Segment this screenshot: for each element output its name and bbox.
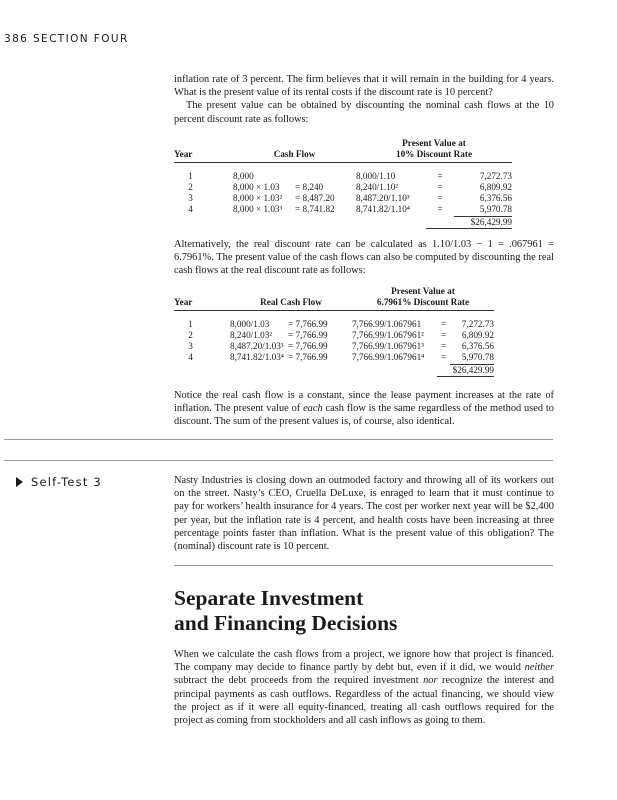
cash-flow-value: = 8,487.20 <box>295 193 335 204</box>
paragraph <box>174 648 554 727</box>
cash-flow-expression: 8,000 <box>233 170 254 181</box>
equals-sign: = <box>440 352 447 363</box>
cash-flow-expression: 8,000 × 1.03 <box>233 181 280 192</box>
self-test-label <box>16 475 102 489</box>
table-row <box>174 352 554 364</box>
running-head: 386 SECTION FOUR <box>4 33 129 45</box>
divider <box>174 565 553 566</box>
paragraph: The present value can be obtained by discounting the nominal cash flows at the 10 percent discount rate as follows: <box>174 100 554 125</box>
table-row <box>174 204 554 216</box>
table-row <box>174 171 554 182</box>
table-header-present-value <box>352 286 494 310</box>
pv-total: $26,429.99 <box>437 364 494 376</box>
table-row <box>174 193 554 204</box>
pv-expression: 8,741.82/1.10⁴ <box>356 204 410 215</box>
pv-value: 7,272.73 <box>461 318 494 329</box>
section-heading <box>174 586 397 636</box>
year-cell: 1 <box>188 318 193 329</box>
year-cell: 2 <box>188 181 193 192</box>
self-test-text: Nasty Industries is closing down an outmoded factory and throwing all of its workers out on the street. Nasty’s CEO, Cruella DeLuxe, is enraged to learn that it must continue to pay for workers’ health insurance for 4 years. The cost per worker next year will be $2,400 per year, but the inflation rate is 4 percent, and health costs have been increasing at three percentage points faster than inflation. What is the present value of this obligation? The (nominal) discount rate is 10 percent. <box>174 475 554 553</box>
pv-value: 5,970.78 <box>450 352 494 364</box>
equals-sign: = <box>437 170 443 181</box>
table-header-pv-line1: Present Value at <box>402 138 466 148</box>
table-header-pv-line1: Present Value at <box>391 286 455 296</box>
cash-flow-value: = 7,766.99 <box>288 329 328 340</box>
text-run: When we calculate the cash flows from a project, we ignore how that project is financed. The company may decide to finance partly by debt but, even if it did, we would <box>174 649 554 674</box>
year-cell: 4 <box>188 204 193 215</box>
text-run: subtract the debt proceeds from the required investment <box>174 675 424 687</box>
table-header-year: Year <box>174 297 193 308</box>
equals-sign: = <box>437 181 443 192</box>
pv-expression: 8,487.20/1.10³ <box>356 193 410 204</box>
table-row <box>174 182 554 193</box>
pv-expression: 7,766.99/1.067961² <box>352 329 424 340</box>
intro-text <box>174 73 554 126</box>
pv-value: 6,809.92 <box>461 329 494 340</box>
paragraph: inflation rate of 3 percent. The firm believes that it will remain in the building for 4 years. What is the present value of its rental costs if the discount rate is 10 percent? <box>174 74 554 99</box>
year-cell: 2 <box>188 329 193 340</box>
table-row <box>174 330 554 341</box>
pv-expression: 7,766.99/1.067961⁴ <box>352 352 425 363</box>
pv-expression: 8,000/1.10 <box>356 170 396 181</box>
table-header-pv-line2: 6.7961% Discount Rate <box>376 297 470 308</box>
emphasis: nor <box>423 675 438 687</box>
emphasis: each <box>303 403 323 415</box>
pv-expression: 7,766.99/1.067961 <box>352 318 422 329</box>
table-header-cash-flow: Real Cash Flow <box>260 297 322 308</box>
self-test-title: Self-Test 3 <box>31 475 102 489</box>
cash-flow-value: = 8,741.82 <box>295 204 335 215</box>
divider <box>4 460 553 461</box>
pv-value: 7,272.73 <box>479 170 512 181</box>
pv-value: 5,970.78 <box>454 204 512 216</box>
equals-sign: = <box>440 341 447 352</box>
text-run: Notice the real cash flow is a constant, since the lease payment increases at the rate of inflation. The present value of <box>174 390 554 415</box>
text-run: recognize the interest and principal payments as cash outflows. Regardless of the actual financing, we should view the project as if it were all equity-financed, treating all cash outflows required for the project as coming from stockholders and all cash inflows as going to them. <box>174 675 554 727</box>
cash-flow-value: = 7,766.99 <box>288 318 328 329</box>
financing-text <box>174 648 554 727</box>
cash-flow-value: = 7,766.99 <box>288 352 328 363</box>
triangle-right-icon <box>16 477 23 487</box>
cash-flow-expression: 8,000 × 1.03³ <box>233 204 283 215</box>
text-run: cash flow is the same regardless of the method used to discount. The sum of the present values is, of course, also identical. <box>174 403 555 428</box>
emphasis: neither <box>524 662 554 674</box>
paragraph: Alternatively, the real discount rate can be calculated as 1.10/1.03 − 1 = .067961 = 6.7961%. The present value of the cash flows can also be computed by discounting the real cash flows at the real discount rate as follows: <box>174 239 554 277</box>
year-cell: 1 <box>188 170 193 181</box>
year-cell: 4 <box>188 352 193 363</box>
cash-flow-expression: 8,000/1.03 <box>230 318 270 329</box>
pv-expression: 7,766.99/1.067961³ <box>352 341 424 352</box>
table-header-year: Year <box>174 149 193 160</box>
table-header-present-value <box>356 138 512 162</box>
pv-expression: 8,240/1.10² <box>356 181 399 192</box>
table-row <box>174 319 554 330</box>
cash-flow-value: = 7,766.99 <box>288 341 328 352</box>
cash-flow-expression: 8,741.82/1.03⁴ <box>230 352 284 363</box>
pv-total: $26,429.99 <box>426 216 512 228</box>
cash-flow-expression: 8,487.20/1.03³ <box>230 341 284 352</box>
cash-flow-value: = 8,240 <box>295 181 324 192</box>
table-row <box>174 341 554 352</box>
equals-sign: = <box>440 329 447 340</box>
year-cell: 3 <box>188 193 193 204</box>
year-cell: 3 <box>188 341 193 352</box>
cash-flow-expression: 8,240/1.03² <box>230 329 273 340</box>
pv-value: 6,376.56 <box>461 341 494 352</box>
paragraph <box>174 389 554 429</box>
heading-line: Separate Investment <box>174 586 364 610</box>
self-test-box <box>174 474 554 553</box>
pv-table-real <box>174 286 554 377</box>
cash-flow-expression: 8,000 × 1.03² <box>233 193 283 204</box>
pv-value: 6,376.56 <box>479 193 512 204</box>
divider <box>4 439 553 440</box>
equals-sign: = <box>440 318 447 329</box>
alternative-text <box>174 238 554 278</box>
equals-sign: = <box>437 193 443 204</box>
equals-sign: = <box>437 204 443 215</box>
pv-table-nominal <box>174 138 554 229</box>
table-header-cash-flow: Cash Flow <box>273 149 316 160</box>
table-header-pv-line2: 10% Discount Rate <box>395 149 473 160</box>
heading-line: and Financing Decisions <box>174 611 398 635</box>
notice-text <box>174 389 554 429</box>
pv-value: 6,809.92 <box>479 181 512 192</box>
cash-flow-value <box>295 171 356 182</box>
